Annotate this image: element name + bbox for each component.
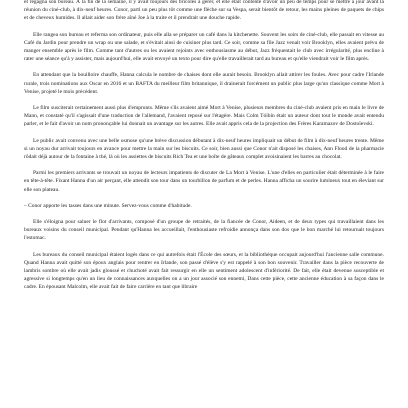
paragraph-8: Elle s'éloigna pour saluer le flot d'arrivants, composé d'un groupe de retraités, de la fiancée de Conor, Aideen, et de deux types qui travaillaient dans les bureaux voisins du conseil municipal. Pendant qu'Hanna les accueillait, l'enthousiaste refroidie annonça dans son dos que le bon marché lui retournait toujours l'estomac. xyxy=(24,219,384,242)
paragraph-1: et regagna son bureau. À la fin de la semaine, il y avait toujours des bricoles à gérer, et elle était contente d'avoir un peu de temps pour se mettre à jour avant la réunion du ciné-club, à dix-neuf heures. Conor, parti un peu plus tôt comme une flèche sur sa Vespa, serait bientôt de retour, les mains pleines de paquets de chips et de cheveux humides. Il allait aider son frère aîné Joe à la traite et il prendrait une douche rapide. xyxy=(24,0,384,22)
paragraph-2: Elle rangea son bureau et referma son ordinateur, puis elle alla se préparer un café dans la kitchenette. Souvent les soirs de ciné-club, elle passait en vitesse au Café du Jardin pour prendre un wrap ou une salade, et s'évitait ainsi de cuisiner plus tard. Ce soir, comme sa file Jazz venait voir Brooklyn, elles avaient prévu de manger ensemble après le film. Comme tant d'autres ou les avaient rejoints avec enthousiasme au début, Jazz fréquentait le club avec irrégularité, plus encline à rater une séance qu'à y assister, mais aujourd'hui, elle avait envoyé un texto pour dire qu'elle travaillerait tard au bureau et qu'elle viendrait voir le film après. xyxy=(24,31,384,63)
paragraph-7-dialogue: – Conor apporte les tasses dans une minute. Servez-vous comme d'habitude. xyxy=(24,202,192,209)
paragraph-9: Les bureaux du conseil municipal étaient logés dans ce qui autrefois était l'École des sœurs, et la bibliothèque occupait aujourd'hui l'ancienne salle commune. Quand Hanna avait quitté son époux anglais pour rentrer en Irlande, son passé d'élève s'y est rappelé à son bon souvenir. Travailler dans la pièce recouverte de lambris sombre où elle avait jadis gloussé et chuchoté avait fait ressurgir en elle un sentiment adolescent d'infériorité. De fait, elle était devenue susceptible et agressive si longtemps qu'en un lieu de connaissances auxquelles on a un jour associé son ennemi, Dans cette pièce, cette ancienne éducation à sa façon dans le cadre. En épousant Malcolm, elle avait fait de faire carrière en tant que libraire xyxy=(24,251,384,291)
paragraph-4: Le film susciterait certainement aussi plus d'emprunts. Même s'ils avaient aimé Mort à Venise, plusieurs membres du ciné-club avaient pris en main le livre de Mann, et constaté qu'il s'agissait d'une traduction de l'allemand, l'avaient reposé sur l'étagère. Mais Colm Tóibín était un auteur dont tout le monde avait entendu parler, et le fait d'avoir un nom prononçable lui donnait un avantage sur les autres. Elle avait appris cela de la projection des Frères Karamazov de Dostoïevski. xyxy=(24,104,384,128)
paragraph-6: Parmi les premiers arrivants se trouvait un noyau de lecteurs impatients de discuter de La Mort à Venise. L'une d'elles en particulier était déterminée à le faire en tête-à-tête. Fixant Hanna d'un air perçant, elle attendit son tour dans un tourbillon de parfum et de perles. Hanna afficha un sourire lumineux tout en éleviant sur elle son plateau. xyxy=(24,170,384,193)
paragraph-3: En attendant que la bouilloire chauffe, Hanna calcula le nombre de chaises dont elle aurait besoin. Brooklyn allait attirer les foules. Avec pour cadre l'Irlande rurale, trois nominations aux Oscar en 2016 et un BAFTA du meilleur film britannique, il drainerait forcément un public plus large qu'un classique comme Mort à Venise, projeté le mois précédent. xyxy=(24,72,384,95)
paragraph-5: Le public avait convenu avec une belle osmose qu'une brève discussion débutant à dix-neuf heures impliquait un début de film à dix-neuf heures trente. Même si un noyau dur arrivait toujours en avance pour mettre la main sur les biscuits. Ce soir, bien aussi que Conor n'ait disposé les chaises, Ann Flood de la pharmacie rôdait déjà autour de la fontaine à thé, là où les assiettes de biscuits Rich Tea et une boîte de gâteaux complet avoisinaient les barres au chocolat. xyxy=(24,137,384,160)
